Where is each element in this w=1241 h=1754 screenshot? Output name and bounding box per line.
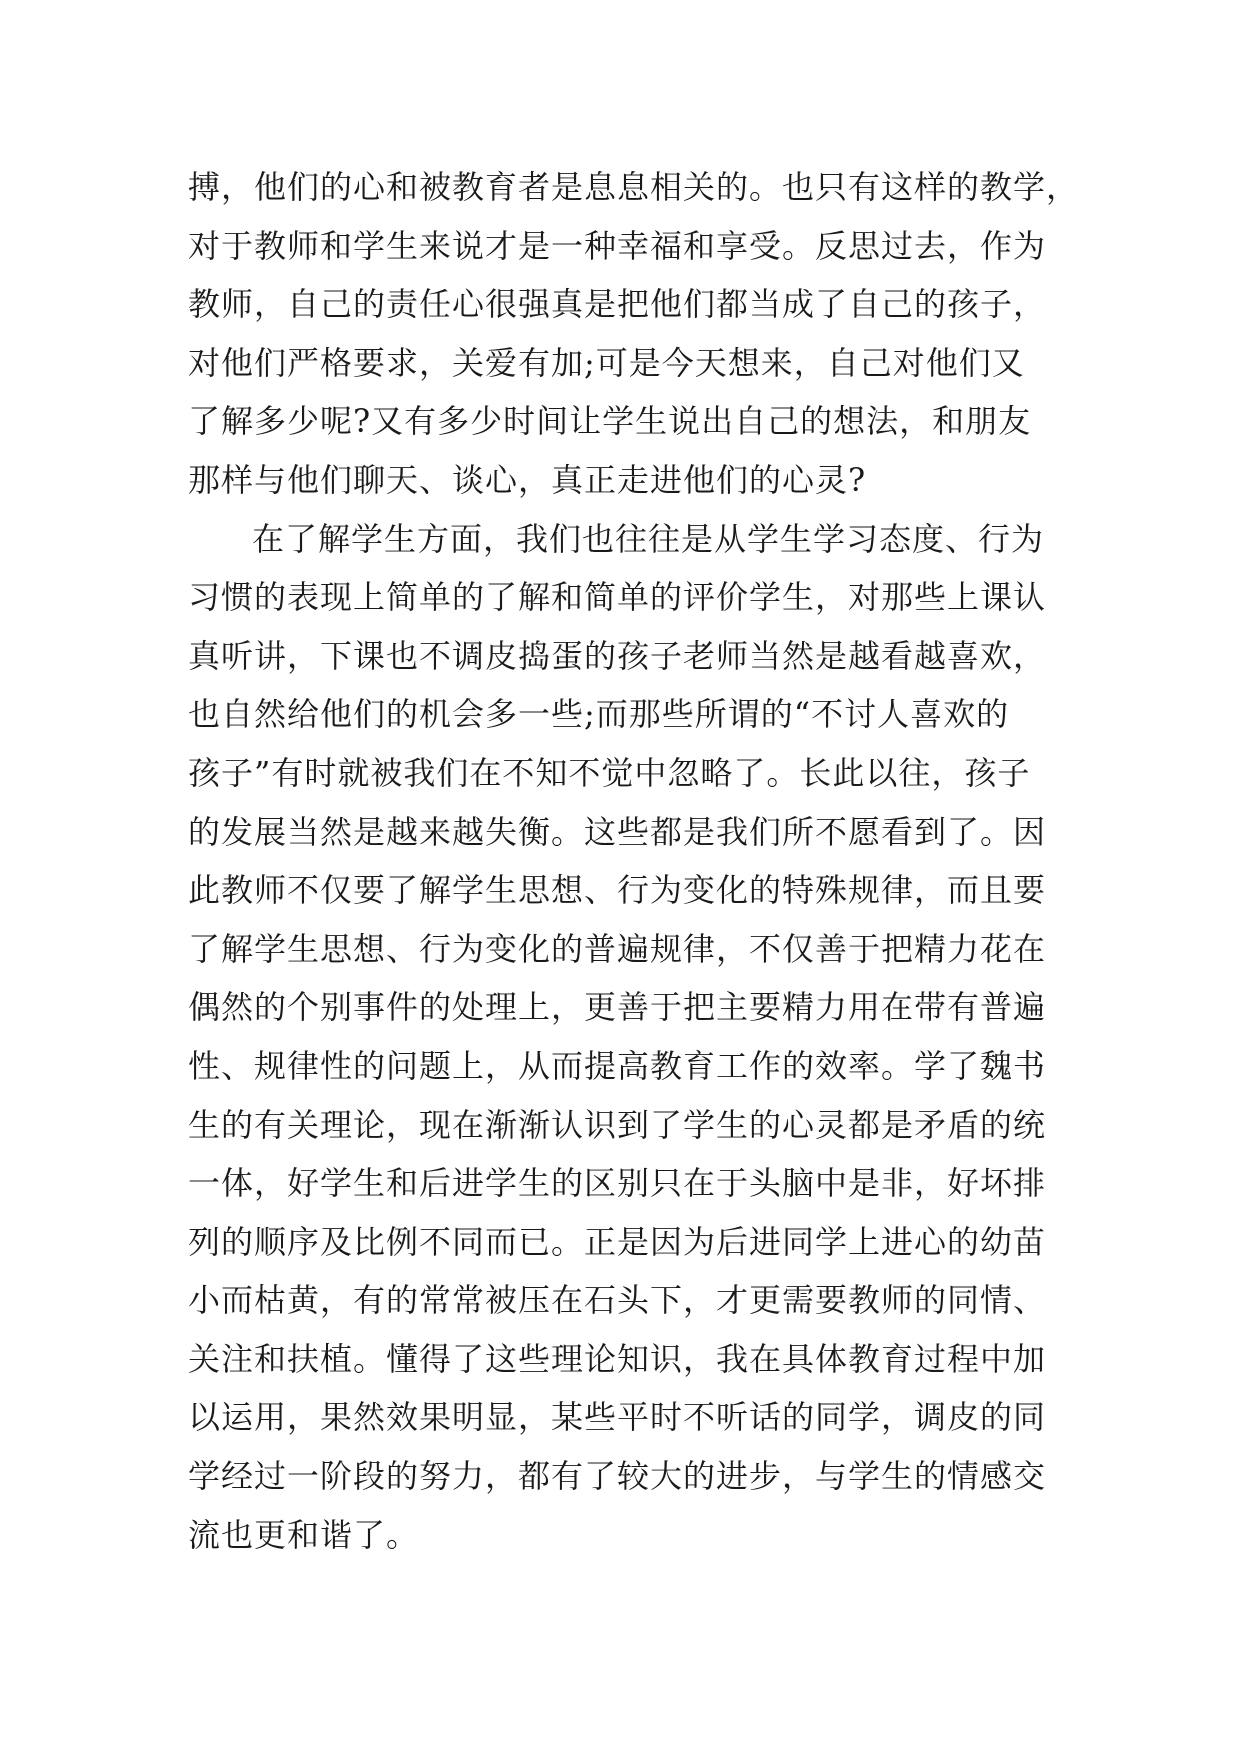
- body-text: [188, 158, 1080, 1564]
- text-line: 真听讲，下课也不调皮捣蛋的孩子老师当然是越看越喜欢，: [188, 636, 1047, 675]
- text-line: 的发展当然是越来越失衡。这些都是我们所不愿看到了。因: [188, 812, 1047, 851]
- text-line: 了解学生思想、行为变化的普遍规律，不仅善于把精力花在: [188, 929, 1047, 968]
- text-line: 小而枯黄，有的常常被压在石头下，才更需要教师的同情、: [188, 1281, 1047, 1320]
- text-line: 搏，他们的心和被教育者是息息相关的。也只有这样的教学，: [188, 168, 1080, 206]
- text-line: 学经过一阶段的努力，都有了较大的进步，与学生的情感交: [188, 1457, 1047, 1496]
- text-line: 生的有关理论，现在渐渐认识到了学生的心灵都是矛盾的统: [188, 1105, 1047, 1144]
- text-line: 性、规律性的问题上，从而提高教育工作的效率。学了魏书: [188, 1046, 1047, 1085]
- text-line: 偶然的个别事件的处理上，更善于把主要精力用在带有普遍: [188, 988, 1047, 1027]
- paragraph-start-line: 在了解学生方面，我们也往往是从学生学习态度、行为: [252, 519, 1045, 558]
- text-line: 一体，好学生和后进学生的区别只在于头脑中是非，好坏排: [188, 1164, 1047, 1203]
- text-line: 那样与他们聊天、谈心，真正走进他们的心灵?: [188, 460, 867, 499]
- text-line: 孩子”有时就被我们在不知不觉中忽略了。长此以往，孩子: [188, 753, 1031, 792]
- text-line: 列的顺序及比例不同而已。正是因为后进同学上进心的幼苗: [188, 1222, 1047, 1261]
- text-line: 流也更和谐了。: [188, 1515, 420, 1554]
- text-line: 了解多少呢?又有多少时间让学生说出自己的想法，和朋友: [188, 402, 1032, 441]
- text-line: 习惯的表现上简单的了解和简单的评价学生，对那些上课认: [188, 578, 1047, 617]
- text-line: 对他们严格要求，关爱有加;可是今天想来，自己对他们又: [188, 343, 1025, 382]
- text-line: 对于教师和学生来说才是一种幸福和享受。反思过去，作为: [188, 226, 1047, 265]
- text-line: 关注和扶植。懂得了这些理论知识，我在具体教育过程中加: [188, 1339, 1047, 1378]
- text-line: 以运用，果然效果明显，某些平时不听话的同学，调皮的同: [188, 1398, 1047, 1437]
- text-line: 也自然给他们的机会多一些;而那些所谓的“不讨人喜欢的: [188, 695, 1010, 734]
- text-line: 教师，自己的责任心很强真是把他们都当成了自己的孩子，: [188, 285, 1047, 324]
- text-line: 此教师不仅要了解学生思想、行为变化的特殊规律，而且要: [188, 871, 1047, 910]
